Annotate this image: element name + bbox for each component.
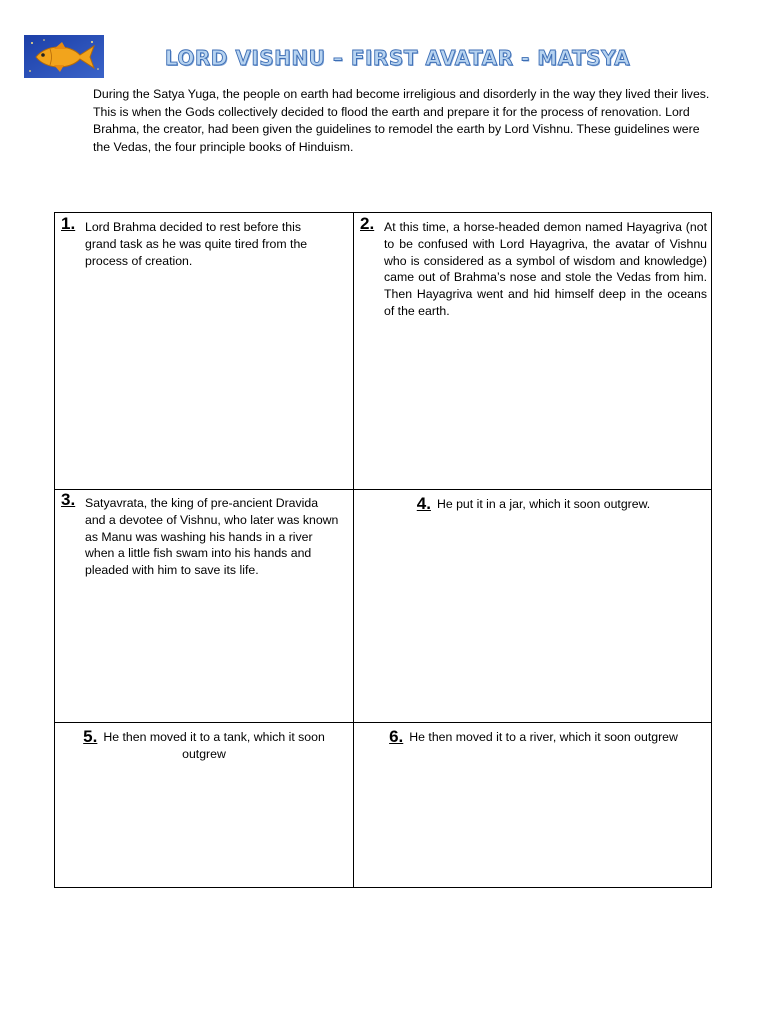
panel-3 [61, 490, 341, 579]
page-title: LORD VISHNU – FIRST AVATAR - MATSYA [164, 46, 631, 70]
grid-divider-row-2 [55, 722, 711, 723]
panel-6 [355, 728, 712, 746]
intro-paragraph: During the Satya Yuga, the people on earth had become irreligious and disorderly in the way they lived their lives. This is when the Gods collectively decided to flood the earth and prepare it for the process of renovation. Lord Brahma, the creator, had been given the guidelines to remodel the earth by Lord Vishnu. These guidelines were the Vedas, the four principle books of Hinduism. [93, 87, 710, 154]
panel-text: He then moved it to a river, which it soon outgrew [409, 730, 678, 744]
panel-1 [61, 214, 331, 269]
panel-number: 3. [61, 490, 76, 509]
panel-text: At this time, a horse-headed demon named Hayagriva (not to be confused with Lord Hayagriva, the avatar of Vishnu who is considered as a symbol of wisdom and knowledge) came out of Brahma’s nose and stole the Vedas from him. Then Hayagriva went and hid himself deep in the oceans of the earth. [384, 220, 707, 318]
story-grid [54, 212, 712, 888]
panel-number: 6. [389, 727, 404, 746]
panel-4 [355, 495, 712, 513]
grid-divider-row-1 [55, 489, 711, 490]
panel-2 [360, 214, 707, 320]
panel-text: He then moved it to a tank, which it soon outgrew [103, 730, 325, 761]
panel-text: Lord Brahma decided to rest before this grand task as he was quite tired from the process of creation. [85, 220, 308, 268]
panel-number: 2. [360, 214, 375, 233]
panel-number: 1. [61, 214, 76, 233]
panel-text: Satyavrata, the king of pre-ancient Dravida and a devotee of Vishnu, who later was known as Manu was washing his hands in a river when a little fish swam into his hands and pleaded with him to save its life. [85, 496, 339, 578]
panel-5 [55, 728, 353, 763]
panel-number: 4. [416, 494, 431, 513]
panel-number: 5. [83, 727, 98, 746]
grid-divider-vertical [353, 213, 354, 887]
panel-text: He put it in a jar, which it soon outgrew. [436, 497, 651, 511]
fish-icon [24, 35, 104, 78]
